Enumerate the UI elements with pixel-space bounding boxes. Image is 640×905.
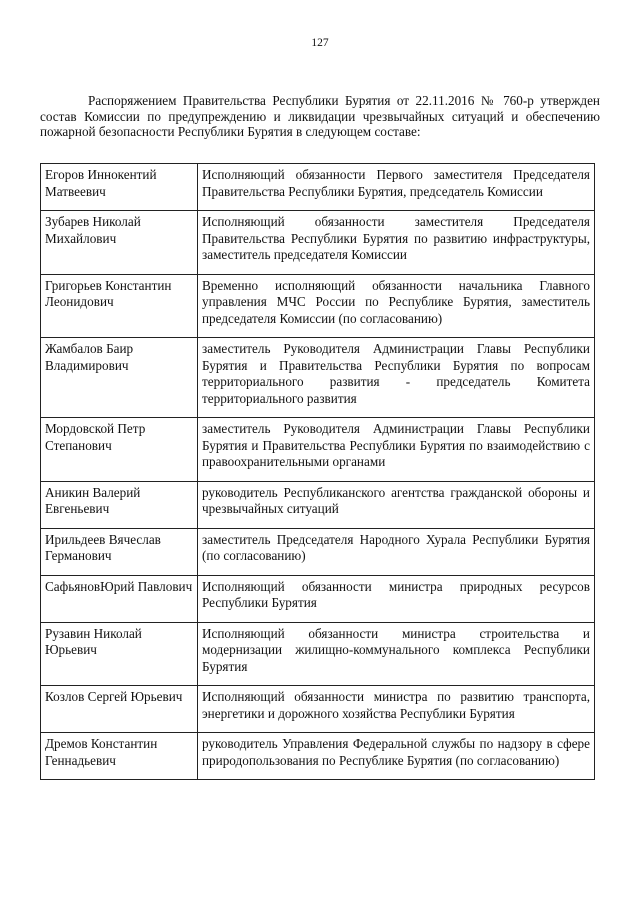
member-name: Григорьев Константин Леонидович bbox=[41, 274, 198, 338]
member-name: Козлов Сергей Юрьевич bbox=[41, 686, 198, 733]
member-name: Жамбалов Баир Владимирович bbox=[41, 338, 198, 418]
table-row bbox=[41, 686, 595, 733]
member-name: Рузавин Николай Юрьевич bbox=[41, 622, 198, 686]
table-row bbox=[41, 481, 595, 528]
member-name: Егоров Иннокентий Матвеевич bbox=[41, 164, 198, 211]
member-role: заместитель Руководителя Администрации Главы Республики Бурятия и Правительства Республики Бурятия по вопросам территориального развития - председатель Комитета территориального развития bbox=[198, 338, 595, 418]
member-role: Исполняющий обязанности министра по развитию транспорта, энергетики и дорожного хозяйства Республики Бурятия bbox=[198, 686, 595, 733]
member-role: руководитель Республиканского агентства гражданской обороны и чрезвычайных ситуаций bbox=[198, 481, 595, 528]
table-row bbox=[41, 733, 595, 780]
member-role: Временно исполняющий обязанности начальника Главного управления МЧС России по Республике Бурятия, заместитель председателя Комиссии (по согласованию) bbox=[198, 274, 595, 338]
member-role: руководитель Управления Федеральной службы по надзору в сфере природопользования по Республике Бурятия (по согласованию) bbox=[198, 733, 595, 780]
intro-paragraph: Распоряжением Правительства Республики Бурятия от 22.11.2016 № 760-р утвержден состав Комиссии по предупреждению и ликвидации чрезвычайных ситуаций и обеспечению пожарной безопасности Республики Бурятия в следующем составе: bbox=[40, 93, 600, 139]
member-name: СафьяновЮрий Павлович bbox=[41, 575, 198, 622]
member-name: Зубарев Николай Михайлович bbox=[41, 211, 198, 275]
member-role: Исполняющий обязанности заместителя Председателя Правительства Республики Бурятия по развитию инфраструктуры, заместитель председателя Комиссии bbox=[198, 211, 595, 275]
table-row bbox=[41, 622, 595, 686]
member-name: Ирильдеев Вячеслав Германович bbox=[41, 528, 198, 575]
table-row bbox=[41, 274, 595, 338]
table-row bbox=[41, 418, 595, 482]
member-role: Исполняющий обязанности министра природных ресурсов Республики Бурятия bbox=[198, 575, 595, 622]
page-number: 127 bbox=[311, 37, 329, 49]
table-row bbox=[41, 528, 595, 575]
member-role: заместитель Руководителя Администрации Главы Республики Бурятия и Правительства Республики Бурятия по взаимодействию с правоохранительными органами bbox=[198, 418, 595, 482]
table-row bbox=[41, 164, 595, 211]
table-row bbox=[41, 338, 595, 418]
member-role: Исполняющий обязанности Первого заместителя Председателя Правительства Республики Бурятия, председатель Комиссии bbox=[198, 164, 595, 211]
member-role: Исполняющий обязанности министра строительства и модернизации жилищно-коммунального комплекса Республики Бурятия bbox=[198, 622, 595, 686]
table-row bbox=[41, 575, 595, 622]
commission-members-table bbox=[40, 163, 595, 780]
member-name: Дремов Константин Геннадьевич bbox=[41, 733, 198, 780]
member-name: Аникин Валерий Евгеньевич bbox=[41, 481, 198, 528]
member-name: Мордовской Петр Степанович bbox=[41, 418, 198, 482]
table-row bbox=[41, 211, 595, 275]
member-role: заместитель Председателя Народного Хурала Республики Бурятия (по согласованию) bbox=[198, 528, 595, 575]
